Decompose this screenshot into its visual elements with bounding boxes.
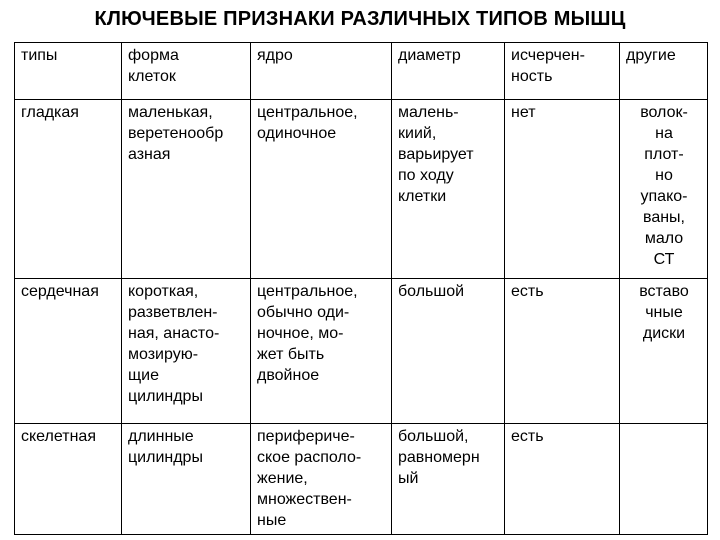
header-cell-shape: форма клеток [122, 43, 251, 100]
cell-diameter: малень- киий, варьирует по ходу клетки [392, 100, 505, 279]
muscle-types-table [14, 42, 708, 535]
cell-striation: есть [505, 279, 620, 424]
header-other: другие [620, 43, 708, 100]
table-row [15, 279, 708, 424]
cell-diameter: большой [392, 279, 505, 424]
cell-nucleus: центральное, одиночное [251, 100, 392, 279]
table-header-row [15, 43, 708, 100]
row-type-cardiac: сердечная [15, 279, 122, 424]
header-diameter: диаметр [392, 43, 505, 100]
cell-nucleus: перифериче- ское располо- жение, множествен- ные [251, 424, 392, 535]
header-striation: исчерчен- ность [505, 43, 620, 100]
row-type-skeletal: скелетная [15, 424, 122, 535]
cell-striation: нет [505, 100, 620, 279]
header-nucleus: ядро [251, 43, 392, 100]
cell-nucleus: центральное, обычно оди- ночное, мо- жет быть двойное [251, 279, 392, 424]
cell-diameter: большой, равномерн ый [392, 424, 505, 535]
cell-other [620, 424, 708, 535]
table-row [15, 424, 708, 535]
cell-shape: короткая, разветвлен- ная, анасто- мозирую- щие цилиндры [122, 279, 251, 424]
cell-striation: есть [505, 424, 620, 535]
cell-other: волок- на плот- но упако- ваны, мало СТ [620, 100, 708, 279]
table-row [15, 100, 708, 279]
cell-other: вставо чные диски [620, 279, 708, 424]
row-type-smooth: гладкая [15, 100, 122, 279]
cell-shape: маленькая, веретенообр азная [122, 100, 251, 279]
header-types: типы [15, 43, 122, 100]
page-title: КЛЮЧЕВЫЕ ПРИЗНАКИ РАЗЛИЧНЫХ ТИПОВ МЫШЦ [94, 8, 626, 30]
cell-shape: длинные цилиндры [122, 424, 251, 535]
